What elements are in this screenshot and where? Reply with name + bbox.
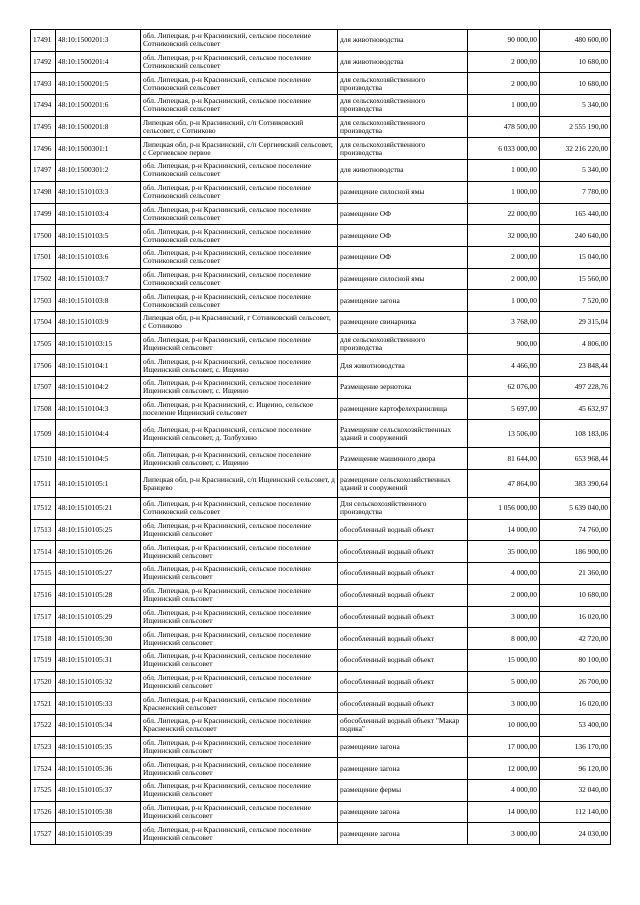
- cadastral-cost: 108 183,06: [540, 420, 611, 448]
- permitted-use: размещение фермы: [338, 780, 468, 802]
- permitted-use: размещение силосной ямы: [338, 181, 468, 203]
- permitted-use: для сельскохозяйственного производства: [338, 333, 468, 355]
- table-row: [31, 448, 611, 470]
- address: обл. Липецкая, р-н Краснинский, сельское поселение Сотниковский сельсовет: [141, 268, 338, 290]
- address: обл. Липецкая, р-н Краснинский, сельское поселение Сотниковский сельсовет: [141, 498, 338, 520]
- table-row: [31, 355, 611, 377]
- cadastral-number: 48:10:1510104:3: [56, 398, 141, 420]
- row-number: 17491: [31, 30, 56, 52]
- permitted-use: Размещение зернотока: [338, 377, 468, 399]
- row-number: 17514: [31, 541, 56, 563]
- address: Липецкая обл, р-н Краснинский, с/п Сергиевский сельсовет, с Сергиевское первое: [141, 138, 338, 160]
- table-row: [31, 693, 611, 715]
- table-row: [31, 420, 611, 448]
- table-row: [31, 225, 611, 247]
- address: обл. Липецкая, р-н Краснинский, сельское поселение Ищеинский сельсовет: [141, 649, 338, 671]
- permitted-use: размещение картофелехранилища: [338, 398, 468, 420]
- table-row: [31, 498, 611, 520]
- permitted-use: размещение загона: [338, 823, 468, 845]
- cadastral-cost: 24 030,00: [540, 823, 611, 845]
- address: обл. Липецкая, р-н Краснинский, сельское поселение Ищеинский сельсовет, с. Ищеино: [141, 448, 338, 470]
- cadastral-number: 48:10:1510105:29: [56, 606, 141, 628]
- table-row: [31, 377, 611, 399]
- cadastral-number: 48:10:1500201:4: [56, 51, 141, 73]
- area-value: 478 500,00: [468, 116, 540, 138]
- cadastral-number: 48:10:1510105:32: [56, 671, 141, 693]
- table-row: [31, 311, 611, 333]
- cadastral-cost: 10 680,00: [540, 584, 611, 606]
- area-value: 6 033 000,00: [468, 138, 540, 160]
- area-value: 14 000,00: [468, 801, 540, 823]
- cadastral-cost: 480 600,00: [540, 30, 611, 52]
- address: обл. Липецкая, р-н Краснинский, сельское поселение Красненский сельсовет: [141, 714, 338, 736]
- cadastral-number: 48:10:1500201:3: [56, 30, 141, 52]
- cadastral-cost: 74 760,00: [540, 519, 611, 541]
- row-number: 17502: [31, 268, 56, 290]
- address: обл. Липецкая, р-н Краснинский, сельское поселение Ищеинский сельсовет, д. Толбухино: [141, 420, 338, 448]
- table-row: [31, 138, 611, 160]
- address: обл. Липецкая, р-н Краснинский, сельское поселение Ищеинский сельсовет: [141, 333, 338, 355]
- cadastral-number: 48:10:1510105:30: [56, 628, 141, 650]
- table-row: [31, 246, 611, 268]
- row-number: 17518: [31, 628, 56, 650]
- row-number: 17508: [31, 398, 56, 420]
- cadastral-number: 48:10:1500201:8: [56, 116, 141, 138]
- cadastral-cost: 5 340,00: [540, 95, 611, 117]
- cadastral-cost: 26 700,00: [540, 671, 611, 693]
- cadastral-cost: 32 040,00: [540, 780, 611, 802]
- permitted-use: размещение сельскохозяйственных зданий и сооружений: [338, 470, 468, 498]
- permitted-use: для сельскохозяйственного производства: [338, 95, 468, 117]
- row-number: 17527: [31, 823, 56, 845]
- row-number: 17501: [31, 246, 56, 268]
- row-number: 17507: [31, 377, 56, 399]
- area-value: 32 000,00: [468, 225, 540, 247]
- table-row: [31, 470, 611, 498]
- address: Липецкая обл, р-н Краснинский, с/п Ищеинский сельсовет, д Бранцево: [141, 470, 338, 498]
- land-plots-table: [30, 29, 611, 845]
- cadastral-number: 48:10:1500301:1: [56, 138, 141, 160]
- address: обл. Липецкая, р-н Краснинский, сельское поселение Ищеинский сельсовет, с. Ищеино: [141, 355, 338, 377]
- address: обл. Липецкая, р-н Краснинский, сельское поселение Сотниковский сельсовет: [141, 246, 338, 268]
- cadastral-number: 48:10:1510103:6: [56, 246, 141, 268]
- cadastral-cost: 5 639 040,00: [540, 498, 611, 520]
- row-number: 17494: [31, 95, 56, 117]
- address: обл. Липецкая, р-н Краснинский, сельское поселение Сотниковский сельсовет: [141, 51, 338, 73]
- table-row: [31, 30, 611, 52]
- cadastral-number: 48:10:1510105:1: [56, 470, 141, 498]
- area-value: 900,00: [468, 333, 540, 355]
- cadastral-cost: 653 968,44: [540, 448, 611, 470]
- row-number: 17505: [31, 333, 56, 355]
- row-number: 17492: [31, 51, 56, 73]
- row-number: 17521: [31, 693, 56, 715]
- area-value: 2 000,00: [468, 246, 540, 268]
- address: обл. Липецкая, р-н Краснинский, сельское поселение Ищеинский сельсовет: [141, 628, 338, 650]
- address: обл. Липецкая, р-н Краснинский, сельское поселение Сотниковский сельсовет: [141, 160, 338, 182]
- cadastral-number: 48:10:1510104:5: [56, 448, 141, 470]
- permitted-use: размещение загона: [338, 758, 468, 780]
- address: обл. Липецкая, р-н Краснинский, сельское поселение Сотниковский сельсовет: [141, 30, 338, 52]
- table-row: [31, 51, 611, 73]
- row-number: 17510: [31, 448, 56, 470]
- permitted-use: для животноводства: [338, 30, 468, 52]
- area-value: 1 000,00: [468, 181, 540, 203]
- area-value: 3 000,00: [468, 693, 540, 715]
- address: обл. Липецкая, р-н Краснинский, сельское поселение Ищеинский сельсовет, с. Ищеино: [141, 377, 338, 399]
- address: обл. Липецкая, р-н Краснинский, сельское поселение Ищеинский сельсовет: [141, 758, 338, 780]
- address: обл. Липецкая, р-н Краснинский, сельское поселение Сотниковский сельсовет: [141, 225, 338, 247]
- address: обл. Липецкая, р-н Краснинский, сельское поселение Ищеинский сельсовет: [141, 780, 338, 802]
- cadastral-cost: 10 680,00: [540, 73, 611, 95]
- permitted-use: обособленный водный объект: [338, 649, 468, 671]
- cadastral-number: 48:10:1510105:35: [56, 736, 141, 758]
- permitted-use: обособленный водный объект: [338, 563, 468, 585]
- row-number: 17523: [31, 736, 56, 758]
- permitted-use: обособленный водный объект: [338, 671, 468, 693]
- permitted-use: Для сельскохозяйственного производства: [338, 498, 468, 520]
- row-number: 17500: [31, 225, 56, 247]
- area-value: 3 000,00: [468, 606, 540, 628]
- row-number: 17524: [31, 758, 56, 780]
- cadastral-cost: 136 170,00: [540, 736, 611, 758]
- cadastral-cost: 15 040,00: [540, 246, 611, 268]
- cadastral-number: 48:10:1510105:37: [56, 780, 141, 802]
- address: обл. Липецкая, р-н Краснинский, сельское поселение Ищеинский сельсовет: [141, 671, 338, 693]
- cadastral-cost: 7 520,00: [540, 290, 611, 312]
- table-row: [31, 671, 611, 693]
- permitted-use: обособленный водный объект: [338, 519, 468, 541]
- permitted-use: размещение ОФ: [338, 203, 468, 225]
- table-row: [31, 290, 611, 312]
- cadastral-number: 48:10:1510105:26: [56, 541, 141, 563]
- address: Липецкая обл, р-н Краснинский, с/п Сотниковский сельсовет, с Сотниково: [141, 116, 338, 138]
- table-row: [31, 268, 611, 290]
- table-row: [31, 181, 611, 203]
- table-row: [31, 116, 611, 138]
- row-number: 17526: [31, 801, 56, 823]
- cadastral-number: 48:10:1500301:2: [56, 160, 141, 182]
- row-number: 17520: [31, 671, 56, 693]
- area-value: 10 000,00: [468, 714, 540, 736]
- permitted-use: для сельскохозяйственного производства: [338, 73, 468, 95]
- table-row: [31, 606, 611, 628]
- area-value: 2 000,00: [468, 51, 540, 73]
- cadastral-cost: 7 780,00: [540, 181, 611, 203]
- row-number: 17506: [31, 355, 56, 377]
- cadastral-cost: 16 020,00: [540, 606, 611, 628]
- row-number: 17512: [31, 498, 56, 520]
- table-row: [31, 736, 611, 758]
- area-value: 81 644,00: [468, 448, 540, 470]
- table-row: [31, 519, 611, 541]
- area-value: 62 076,00: [468, 377, 540, 399]
- cadastral-cost: 4 806,00: [540, 333, 611, 355]
- permitted-use: размещение ОФ: [338, 246, 468, 268]
- permitted-use: размещение загона: [338, 736, 468, 758]
- address: обл. Липецкая, р-н Краснинский, сельское поселение Ищеинский сельсовет: [141, 801, 338, 823]
- cadastral-cost: 42 720,00: [540, 628, 611, 650]
- table-row: [31, 780, 611, 802]
- cadastral-cost: 80 100,00: [540, 649, 611, 671]
- permitted-use: размещение загона: [338, 290, 468, 312]
- address: обл. Липецкая, р-н Краснинский, сельское поселение Ищеинский сельсовет: [141, 563, 338, 585]
- cadastral-number: 48:10:1500201:5: [56, 73, 141, 95]
- cadastral-cost: 165 440,00: [540, 203, 611, 225]
- cadastral-cost: 32 216 220,00: [540, 138, 611, 160]
- address: обл. Липецкая, р-н Краснинский, сельское поселение Сотниковский сельсовет: [141, 290, 338, 312]
- area-value: 4 466,00: [468, 355, 540, 377]
- table-row: [31, 801, 611, 823]
- cadastral-number: 48:10:1510104:1: [56, 355, 141, 377]
- cadastral-number: 48:10:1510105:21: [56, 498, 141, 520]
- cadastral-cost: 96 120,00: [540, 758, 611, 780]
- cadastral-number: 48:10:1510104:2: [56, 377, 141, 399]
- row-number: 17517: [31, 606, 56, 628]
- area-value: 3 000,00: [468, 823, 540, 845]
- cadastral-cost: 383 390,64: [540, 470, 611, 498]
- permitted-use: Размещение сельскохозяйственных зданий и сооружений: [338, 420, 468, 448]
- cadastral-cost: 497 228,76: [540, 377, 611, 399]
- table-row: [31, 628, 611, 650]
- cadastral-number: 48:10:1510105:31: [56, 649, 141, 671]
- cadastral-number: 48:10:1510105:34: [56, 714, 141, 736]
- cadastral-cost: 10 680,00: [540, 51, 611, 73]
- permitted-use: Для животноводства: [338, 355, 468, 377]
- cadastral-cost: 15 560,00: [540, 268, 611, 290]
- row-number: 17509: [31, 420, 56, 448]
- row-number: 17503: [31, 290, 56, 312]
- area-value: 14 000,00: [468, 519, 540, 541]
- cadastral-cost: 5 340,00: [540, 160, 611, 182]
- permitted-use: обособленный водный объект: [338, 693, 468, 715]
- row-number: 17493: [31, 73, 56, 95]
- row-number: 17496: [31, 138, 56, 160]
- area-value: 8 000,00: [468, 628, 540, 650]
- row-number: 17516: [31, 584, 56, 606]
- address: обл. Липецкая, р-н Краснинский, сельское поселение Ищеинский сельсовет: [141, 519, 338, 541]
- table-row: [31, 333, 611, 355]
- cadastral-number: 48:10:1510103:15: [56, 333, 141, 355]
- cadastral-number: 48:10:1510105:36: [56, 758, 141, 780]
- address: обл. Липецкая, р-н Краснинский, сельское поселение Сотниковский сельсовет: [141, 95, 338, 117]
- area-value: 47 864,00: [468, 470, 540, 498]
- table-row: [31, 203, 611, 225]
- area-value: 2 000,00: [468, 268, 540, 290]
- row-number: 17522: [31, 714, 56, 736]
- row-number: 17495: [31, 116, 56, 138]
- address: обл. Липецкая, р-н Краснинский, сельское поселение Ищеинский сельсовет: [141, 606, 338, 628]
- permitted-use: обособленный водный объект: [338, 628, 468, 650]
- permitted-use: для животноводства: [338, 51, 468, 73]
- row-number: 17504: [31, 311, 56, 333]
- permitted-use: обособленный водный объект: [338, 541, 468, 563]
- cadastral-number: 48:10:1510105:25: [56, 519, 141, 541]
- permitted-use: обособленный водный объект "Макар подика": [338, 714, 468, 736]
- area-value: 5 000,00: [468, 671, 540, 693]
- address: обл. Липецкая, р-н Краснинский, сельское поселение Сотниковский сельсовет: [141, 203, 338, 225]
- table-row: [31, 398, 611, 420]
- area-value: 2 000,00: [468, 584, 540, 606]
- row-number: 17525: [31, 780, 56, 802]
- area-value: 1 000,00: [468, 290, 540, 312]
- table-body: [31, 30, 611, 845]
- permitted-use: размещение ОФ: [338, 225, 468, 247]
- cadastral-cost: 23 848,44: [540, 355, 611, 377]
- address: обл. Липецкая, р-н Краснинский, сельское поселение Ищеинский сельсовет: [141, 823, 338, 845]
- cadastral-number: 48:10:1510103:4: [56, 203, 141, 225]
- permitted-use: для сельскохозяйственного производства: [338, 116, 468, 138]
- permitted-use: Размещение машинного двора: [338, 448, 468, 470]
- address: обл. Липецкая, р-н Краснинский, сельское поселение Ищеинский сельсовет: [141, 541, 338, 563]
- table-row: [31, 95, 611, 117]
- area-value: 13 506,00: [468, 420, 540, 448]
- cadastral-number: 48:10:1510105:38: [56, 801, 141, 823]
- cadastral-number: 48:10:1510103:7: [56, 268, 141, 290]
- permitted-use: размещение загона: [338, 801, 468, 823]
- area-value: 3 768,00: [468, 311, 540, 333]
- area-value: 15 000,00: [468, 649, 540, 671]
- cadastral-number: 48:10:1510105:33: [56, 693, 141, 715]
- address: обл. Липецкая, р-н Краснинский, сельское поселение Сотниковский сельсовет: [141, 181, 338, 203]
- row-number: 17513: [31, 519, 56, 541]
- area-value: 1 000,00: [468, 95, 540, 117]
- area-value: 22 000,00: [468, 203, 540, 225]
- cadastral-cost: 29 315,04: [540, 311, 611, 333]
- cadastral-cost: 240 640,00: [540, 225, 611, 247]
- table-row: [31, 73, 611, 95]
- cadastral-number: 48:10:1510103:9: [56, 311, 141, 333]
- address: обл. Липецкая, р-н Краснинский, с. Ищеино, сельское поселение Ищеинский сельсовет: [141, 398, 338, 420]
- area-value: 17 000,00: [468, 736, 540, 758]
- area-value: 1 000,00: [468, 160, 540, 182]
- table-row: [31, 541, 611, 563]
- area-value: 35 000,00: [468, 541, 540, 563]
- address: обл. Липецкая, р-н Краснинский, сельское поселение Ищеинский сельсовет: [141, 584, 338, 606]
- table-row: [31, 584, 611, 606]
- area-value: 4 000,00: [468, 780, 540, 802]
- area-value: 5 697,00: [468, 398, 540, 420]
- row-number: 17519: [31, 649, 56, 671]
- area-value: 90 000,00: [468, 30, 540, 52]
- permitted-use: размещение свинарника: [338, 311, 468, 333]
- cadastral-cost: 45 632,97: [540, 398, 611, 420]
- table-row: [31, 649, 611, 671]
- cadastral-number: 48:10:1510104:4: [56, 420, 141, 448]
- cadastral-cost: 112 140,00: [540, 801, 611, 823]
- cadastral-number: 48:10:1510103:5: [56, 225, 141, 247]
- address: обл. Липецкая, р-н Краснинский, сельское поселение Ищеинский сельсовет: [141, 736, 338, 758]
- address: Липецкая обл, р-н Краснинский, г Сотниковский сельсовет, с Сотниково: [141, 311, 338, 333]
- row-number: 17515: [31, 563, 56, 585]
- permitted-use: обособленный водный объект: [338, 584, 468, 606]
- area-value: 2 000,00: [468, 73, 540, 95]
- cadastral-cost: 21 360,00: [540, 563, 611, 585]
- permitted-use: для животноводства: [338, 160, 468, 182]
- cadastral-cost: 186 900,00: [540, 541, 611, 563]
- cadastral-number: 48:10:1510103:3: [56, 181, 141, 203]
- cadastral-number: 48:10:1510105:39: [56, 823, 141, 845]
- cadastral-cost: 2 555 190,00: [540, 116, 611, 138]
- address: обл. Липецкая, р-н Краснинский, сельское поселение Красненский сельсовет: [141, 693, 338, 715]
- table-row: [31, 758, 611, 780]
- permitted-use: размещение силосной ямы: [338, 268, 468, 290]
- area-value: 1 056 000,00: [468, 498, 540, 520]
- table-row: [31, 160, 611, 182]
- cadastral-number: 48:10:1510105:28: [56, 584, 141, 606]
- cadastral-number: 48:10:1500201:6: [56, 95, 141, 117]
- document-page: [30, 29, 611, 845]
- cadastral-cost: 16 020,00: [540, 693, 611, 715]
- cadastral-number: 48:10:1510103:8: [56, 290, 141, 312]
- table-row: [31, 823, 611, 845]
- area-value: 12 000,00: [468, 758, 540, 780]
- cadastral-number: 48:10:1510105:27: [56, 563, 141, 585]
- row-number: 17497: [31, 160, 56, 182]
- permitted-use: обособленный водный объект: [338, 606, 468, 628]
- address: обл. Липецкая, р-н Краснинский, сельское поселение Сотниковский сельсовет: [141, 73, 338, 95]
- row-number: 17499: [31, 203, 56, 225]
- table-row: [31, 714, 611, 736]
- cadastral-cost: 53 400,00: [540, 714, 611, 736]
- row-number: 17511: [31, 470, 56, 498]
- table-row: [31, 563, 611, 585]
- row-number: 17498: [31, 181, 56, 203]
- permitted-use: для сельскохозяйственного производства: [338, 138, 468, 160]
- area-value: 4 000,00: [468, 563, 540, 585]
